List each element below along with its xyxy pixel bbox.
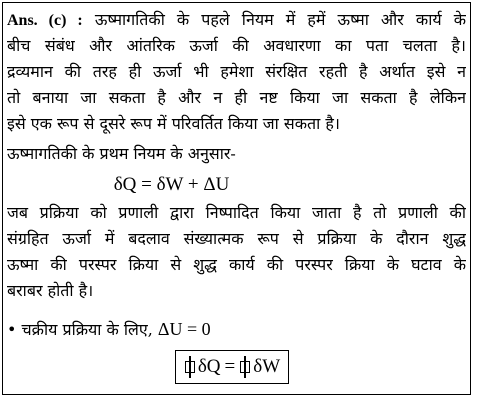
- answer-line-2: बीच संबंध और आंतरिक ऊर्जा की अवधारणा का पता चलता है।: [7, 36, 466, 55]
- answer-box: [2, 2, 471, 395]
- answer-line-4: तो बनाया जा सकता है और न ही नष्ट किया जा सकता है लेकिन: [7, 88, 466, 107]
- explanation-line-3: ऊष्मा की परस्पर क्रिया से शुद्ध कार्य की परस्पर क्रिया के घटाव के: [7, 255, 466, 274]
- first-law-equation: δQ = δW + ΔU: [113, 174, 230, 195]
- cyclic-integral-icon-2: [239, 355, 251, 379]
- explanation-line-4: बराबर होती है।: [7, 281, 94, 300]
- explanation-line-2: संग्रहित ऊर्जा में बदलाव संख्यात्मक रूप से प्रक्रिया के दौरान शुद्ध: [7, 229, 466, 248]
- answer-line-3: द्रव्यमान की तरह ही ऊर्जा भी हमेशा संरक्षित रहती है अर्थात इसे न: [7, 62, 466, 81]
- bullet-text: • चक्रीय प्रक्रिया के लिए,: [7, 320, 153, 339]
- cyclic-lhs: δQ: [197, 356, 221, 377]
- bullet-line: [7, 318, 466, 341]
- explanation-line-1: जब प्रक्रिया को प्रणाली द्वारा निष्पादित किया जाता है तो प्रणाली की: [7, 203, 466, 222]
- law-intro: ऊष्मागतिकी के प्रथम नियम के अनुसार-: [7, 144, 236, 163]
- cyclic-rhs: δW: [253, 356, 281, 377]
- answer-line-1: [7, 9, 466, 32]
- answer-line-1-text: ऊष्मागतिकी के पहले नियम में हमें ऊष्मा और कार्य के: [94, 10, 466, 29]
- bullet-math: ΔU = 0: [157, 319, 211, 339]
- answer-line-5: इसे एक रूप से दूसरे रूप में परिवर्तित किया जा सकता है।: [7, 114, 340, 133]
- answer-label: Ans. (c) :: [7, 12, 83, 29]
- cyclic-integral-icon: [184, 355, 196, 379]
- cyclic-equals: =: [224, 356, 236, 377]
- cyclic-equation-box: [175, 350, 289, 384]
